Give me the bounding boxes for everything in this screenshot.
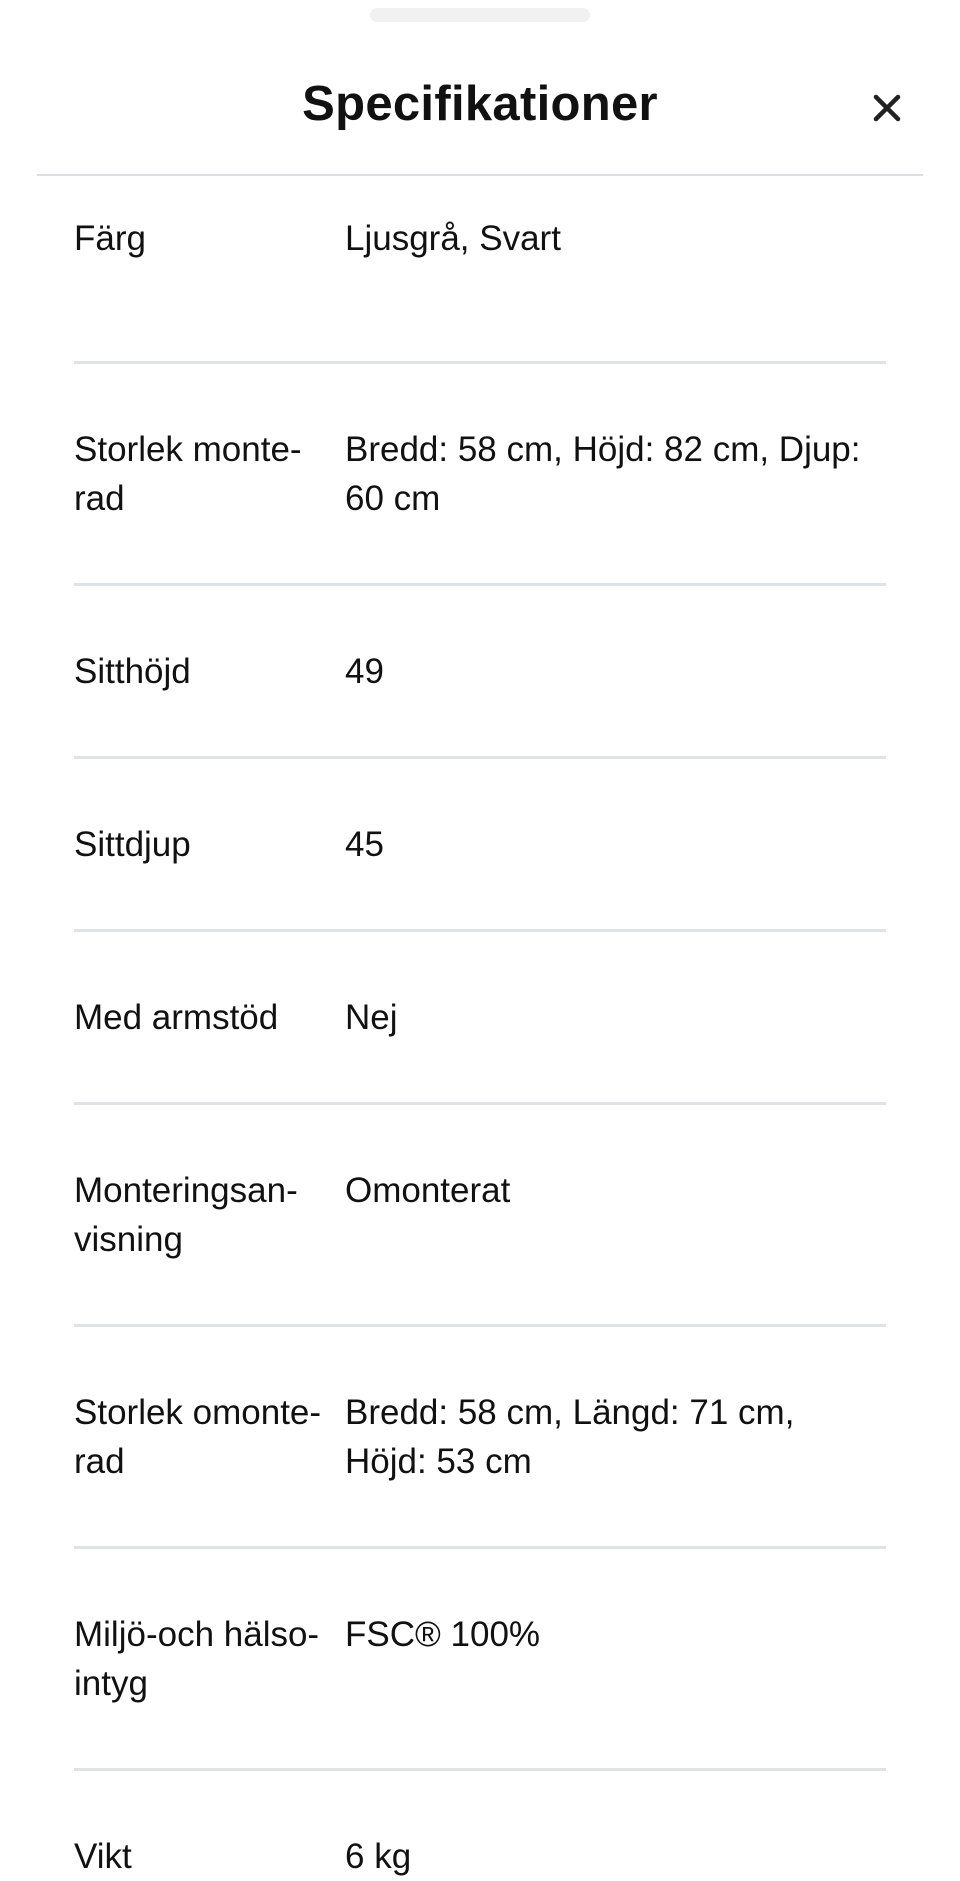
spec-label: Miljö-och hälso- intyg <box>74 1615 320 1703</box>
spec-list <box>74 176 886 1881</box>
spec-label: Vikt <box>74 1837 132 1876</box>
spec-row-certification <box>74 1549 886 1771</box>
spec-value: 49 <box>345 652 384 691</box>
spec-value: Nej <box>345 998 398 1037</box>
spec-value: Omonterat <box>345 1171 511 1210</box>
spec-value: 6 kg <box>345 1837 412 1876</box>
spec-value: 45 <box>345 825 384 864</box>
spec-label: Storlek monte- rad <box>74 430 302 518</box>
spec-label: Monteringsan- visning <box>74 1171 298 1259</box>
spec-label: Sittdjup <box>74 825 191 864</box>
spec-value: Bredd: 58 cm, Längd: 71 cm, Höjd: 53 cm <box>345 1393 795 1481</box>
spec-row-assembly <box>74 1105 886 1327</box>
spec-row-color <box>74 176 886 364</box>
spec-row-size-unassembled <box>74 1327 886 1549</box>
spec-label: Färg <box>74 219 146 258</box>
spec-value: FSC® 100% <box>345 1615 541 1654</box>
spec-row-armrest <box>74 932 886 1105</box>
page-title: Specifikationer <box>302 77 658 131</box>
spec-row-seat-depth <box>74 759 886 932</box>
spec-row-size-assembled <box>74 364 886 586</box>
spec-value: Bredd: 58 cm, Höjd: 82 cm, Djup: 60 cm <box>345 430 861 518</box>
spec-row-weight <box>74 1771 886 1881</box>
spec-value: Ljusgrå, Svart <box>345 219 561 258</box>
close-icon <box>873 94 901 122</box>
spec-row-seat-height <box>74 586 886 759</box>
spec-label: Storlek omonte- rad <box>74 1393 322 1481</box>
spec-label: Sitthöjd <box>74 652 191 691</box>
close-button[interactable] <box>857 78 917 138</box>
sheet-header <box>37 0 923 176</box>
spec-label: Med armstöd <box>74 998 279 1037</box>
